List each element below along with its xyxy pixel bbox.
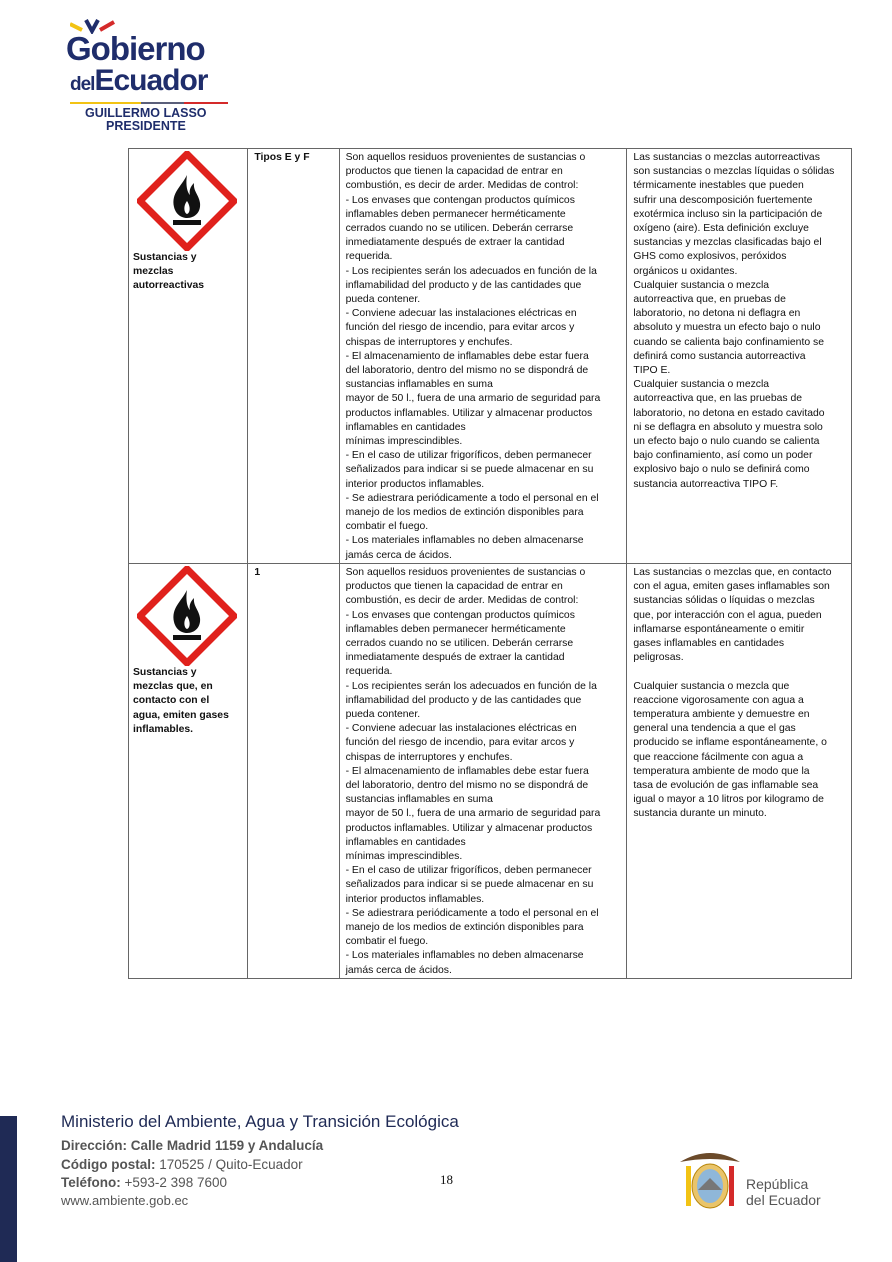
- text-line: combatir el fuego.: [345, 521, 429, 533]
- text-line: sufrir una descomposición fuertemente: [633, 194, 813, 206]
- text-line: sustancia autorreactiva TIPO F.: [633, 478, 779, 490]
- text-line: jamás cerca de ácidos.: [345, 964, 452, 976]
- text-line: pueda contener.: [345, 294, 421, 306]
- text-line: inflamarse espontáneamente o emitir: [633, 623, 805, 635]
- definition-cell: [627, 149, 852, 564]
- text-line: productos que tienen la capacidad de entrar en: [345, 166, 563, 178]
- text-line: pueda contener.: [345, 708, 421, 720]
- text-line: gases inflamables en cantidades: [633, 637, 785, 649]
- text-line: igual o mayor a 10 litros por kilogramo de: [633, 794, 824, 806]
- footer-address: Dirección: Calle Madrid 1159 y Andalucía: [61, 1138, 324, 1153]
- text-line: combustión, es decir de arder. Medidas de control:: [345, 180, 579, 192]
- pictogram-cell: [129, 563, 248, 978]
- text-line: inmediatamente después de extraer la cantidad: [345, 237, 565, 249]
- text-line: función del riesgo de incendio, para evitar arcos y: [345, 322, 575, 334]
- category-cell: 1: [248, 563, 339, 978]
- text-line: - Se adiestrara periódicamente a todo el personal en el: [345, 492, 599, 504]
- category-cell: Tipos E y F: [248, 149, 339, 564]
- text-line: un efecto bajo o nulo cuando se calienta: [633, 436, 820, 448]
- ecuador-coat-of-arms-icon: [676, 1148, 744, 1218]
- text-line: orgánicos u oxidantes.: [633, 265, 738, 277]
- text-line: inflamables deben permanecer herméticamente: [345, 623, 566, 635]
- text-line: GHS como explosivos, peróxidos: [633, 251, 787, 263]
- text-line: interior productos inflamables.: [345, 478, 485, 490]
- text-line: inflamables en cantidades: [345, 421, 466, 433]
- text-line: son sustancias o mezclas líquidas o sólidas: [633, 166, 835, 178]
- hazard-class-label: Sustancias y mezclas autorreactivas: [133, 252, 205, 292]
- text-line: - Conviene adecuar las instalaciones eléctricas en: [345, 308, 577, 320]
- footer-phone: Teléfono: +593-2 398 7600: [61, 1175, 227, 1190]
- text-line: manejo de los medios de extinción disponibles para: [345, 507, 584, 519]
- definition-cell: [627, 563, 852, 978]
- text-line: Cualquier sustancia o mezcla: [633, 279, 770, 291]
- text-line: bajo confinamiento, así como un poder: [633, 450, 813, 462]
- control-measures-cell: [339, 149, 627, 564]
- text-line: Son aquellos residuos provenientes de sustancias o: [345, 152, 586, 163]
- text-line: producido se inflame espontáneamente, o: [633, 737, 827, 749]
- text-line: - Los materiales inflamables no deben almacenarse: [345, 950, 584, 962]
- text-line: chispas de interruptores y enchufes.: [345, 751, 513, 763]
- logo-tricolor-bar: [70, 102, 228, 104]
- logo-president: GUILLERMO LASSO: [85, 106, 207, 120]
- pictogram-cell: [129, 149, 248, 564]
- hazard-table: [128, 148, 852, 979]
- text-line: inflamabilidad del producto y de las cantidades que: [345, 694, 582, 706]
- text-line: oxígeno (aire). Esta definición excluye: [633, 223, 809, 235]
- text-line: productos inflamables. Utilizar y almacenar productos: [345, 822, 593, 834]
- ministry-name: Ministerio del Ambiente, Agua y Transición Ecológica: [61, 1112, 459, 1131]
- control-measures-cell: [339, 563, 627, 978]
- text-line: definirá como sustancia autorreactiva: [633, 350, 806, 362]
- text-line: exotérmica incluso sin la participación de: [633, 208, 823, 220]
- gobierno-del-ecuador-logo: [60, 16, 235, 131]
- text-line: mínimas imprescindibles.: [345, 850, 463, 862]
- text-line: requerida.: [345, 666, 393, 678]
- text-line: mayor de 50 l., fuera de una armario de seguridad para: [345, 808, 601, 820]
- text-line: - Los recipientes serán los adecuados en función de la: [345, 680, 597, 692]
- text-line: que, por interacción con el agua, pueden: [633, 609, 822, 621]
- logo-line1: Gobierno: [66, 30, 205, 67]
- footer-accent-bar: [0, 1116, 17, 1262]
- table-row: [129, 563, 852, 978]
- republica-del-ecuador: República del Ecuador: [746, 1176, 821, 1208]
- text-line: térmicamente inestables que pueden: [633, 180, 804, 192]
- text-line: sustancias y mezclas clasificadas bajo el: [633, 237, 822, 249]
- text-line: del laboratorio, dentro del mismo no se dispondrá de: [345, 365, 589, 377]
- text-line: laboratorio, no detona ni deflagra en: [633, 308, 801, 320]
- text-line: TIPO E.: [633, 365, 671, 377]
- text-line: inflamables deben permanecer herméticamente: [345, 208, 566, 220]
- text-line: Las sustancias o mezclas autorreactivas: [633, 152, 820, 163]
- text-line: señalizados para indicar si se puede almacenar en su: [345, 879, 594, 891]
- text-line: absoluto y muestra un efecto bajo o nulo: [633, 322, 821, 334]
- text-line: señalizados para indicar si se puede almacenar en su: [345, 464, 594, 476]
- logo-title: PRESIDENTE: [106, 119, 186, 133]
- text-line: Cualquier sustancia o mezcla que: [633, 680, 790, 692]
- text-line: explosivo bajo o nulo se definirá como: [633, 464, 810, 476]
- table-row: [129, 149, 852, 564]
- flame-pictogram-icon: [137, 566, 237, 666]
- flame-pictogram-icon: [137, 151, 237, 251]
- text-line: - Los envases que contengan productos químicos: [345, 609, 575, 621]
- text-line: - Los materiales inflamables no deben almacenarse: [345, 535, 584, 547]
- text-line: inflamabilidad del producto y de las cantidades que: [345, 279, 582, 291]
- text-line: Son aquellos residuos provenientes de sustancias o: [345, 566, 586, 578]
- text-line: inflamables en cantidades: [345, 836, 466, 848]
- text-line: cerrados cuando no se utilicen. Deberán cerrarse: [345, 637, 574, 649]
- text-line: - En el caso de utilizar frigoríficos, deben permanecer: [345, 865, 592, 877]
- text-line: cuando se calienta bajo confinamiento se: [633, 336, 824, 348]
- text-line: tasa de evolución de gas inflamable sea: [633, 779, 819, 791]
- text-line: con el agua, emiten gases inflamables son: [633, 581, 830, 593]
- footer-postal: Código postal: 170525 / Quito-Ecuador: [61, 1157, 303, 1172]
- text-line: productos inflamables. Utilizar y almacenar productos: [345, 407, 593, 419]
- text-line: cerrados cuando no se utilicen. Deberán cerrarse: [345, 223, 574, 235]
- text-line: requerida.: [345, 251, 393, 263]
- text-line: - En el caso de utilizar frigoríficos, deben permanecer: [345, 450, 592, 462]
- text-line: - Conviene adecuar las instalaciones eléctricas en: [345, 723, 577, 735]
- text-line: función del riesgo de incendio, para evitar arcos y: [345, 737, 575, 749]
- text-line: autorreactiva que, en pruebas de: [633, 294, 786, 306]
- text-line: - El almacenamiento de inflamables debe estar fuera: [345, 765, 589, 777]
- footer-website[interactable]: www.ambiente.gob.ec: [61, 1193, 189, 1208]
- text-line: peligrosas.: [633, 652, 684, 664]
- text-line: Las sustancias o mezclas que, en contacto: [633, 566, 832, 578]
- blank-line: [633, 665, 845, 679]
- text-line: manejo de los medios de extinción disponibles para: [345, 921, 584, 933]
- text-line: sustancias inflamables en suma: [345, 379, 493, 391]
- text-line: sustancias inflamables en suma: [345, 794, 493, 806]
- text-line: chispas de interruptores y enchufes.: [345, 336, 513, 348]
- text-line: Cualquier sustancia o mezcla: [633, 379, 770, 391]
- text-line: inmediatamente después de extraer la cantidad: [345, 652, 565, 664]
- text-line: que reaccione fácilmente con agua a: [633, 751, 804, 763]
- text-line: ni se deflagra en absoluto y muestra solo: [633, 421, 823, 433]
- text-line: sustancia durante un minuto.: [633, 808, 767, 820]
- hazard-class-label: Sustancias y mezclas que, en contacto con el agua, emiten gases inflamables.: [133, 666, 229, 735]
- text-line: sustancias sólidas o líquidas o mezclas: [633, 595, 815, 607]
- text-line: combatir el fuego.: [345, 936, 429, 948]
- text-line: - Los envases que contengan productos químicos: [345, 194, 575, 206]
- text-line: productos que tienen la capacidad de entrar en: [345, 581, 563, 593]
- text-line: mínimas imprescindibles.: [345, 436, 463, 448]
- text-line: combustión, es decir de arder. Medidas de control:: [345, 595, 579, 607]
- page-number: 18: [440, 1172, 453, 1187]
- text-line: laboratorio, no detona en estado cavitado: [633, 407, 825, 419]
- text-line: reaccione vigorosamente con agua a: [633, 694, 804, 706]
- text-line: mayor de 50 l., fuera de una armario de seguridad para: [345, 393, 601, 405]
- text-line: temperatura ambiente y demuestre en: [633, 708, 810, 720]
- text-line: - El almacenamiento de inflamables debe estar fuera: [345, 350, 589, 362]
- logo-line2: delEcuador: [70, 64, 208, 97]
- text-line: del laboratorio, dentro del mismo no se dispondrá de: [345, 779, 589, 791]
- text-line: temperatura ambiente de modo que la: [633, 765, 810, 777]
- text-line: general una tendencia a que el gas: [633, 723, 796, 735]
- text-line: autorreactiva que, en las pruebas de: [633, 393, 803, 405]
- text-line: jamás cerca de ácidos.: [345, 549, 452, 561]
- text-line: - Los recipientes serán los adecuados en función de la: [345, 265, 597, 277]
- text-line: interior productos inflamables.: [345, 893, 485, 905]
- text-line: - Se adiestrara periódicamente a todo el personal en el: [345, 907, 599, 919]
